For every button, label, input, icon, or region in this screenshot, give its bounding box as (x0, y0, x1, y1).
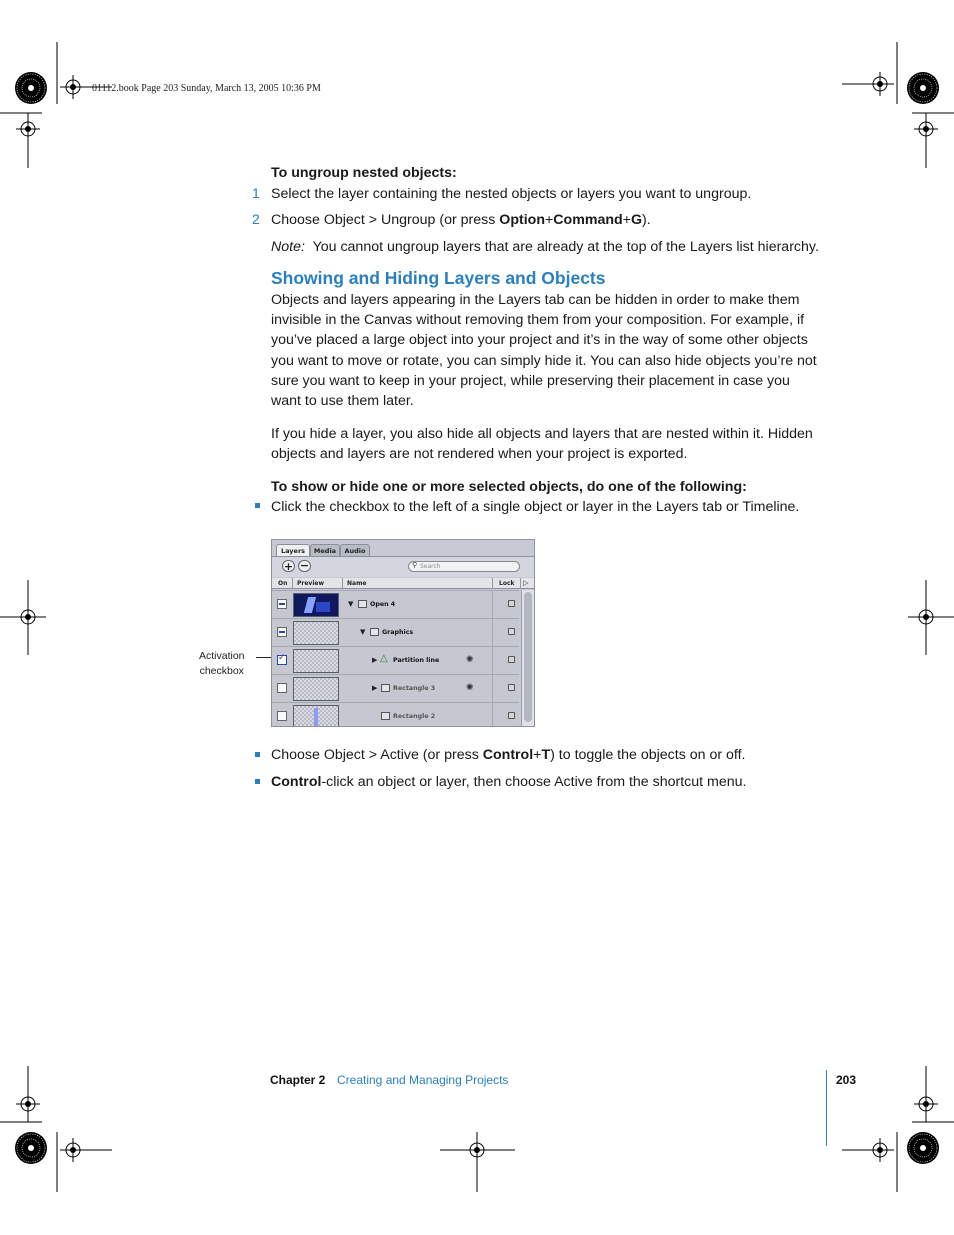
behavior-icon[interactable]: ✺ (466, 683, 474, 693)
lock-divider (492, 703, 493, 727)
layer-preview (293, 593, 339, 617)
layer-name: Graphics (382, 629, 414, 636)
tab-audio[interactable]: Audio (340, 544, 370, 557)
print-slug: 01112.book Page 203 Sunday, March 13, 2005 10:36 PM (92, 83, 321, 94)
lock-icon[interactable] (508, 656, 515, 663)
activation-checkbox[interactable]: ✓ (278, 653, 286, 663)
group-icon (358, 600, 367, 608)
shape-icon (381, 684, 390, 692)
paragraph-2: If you hide a layer, you also hide all objects and layers that are nested within it. Hidden objects and layers are not rendered when your project is exported. (271, 426, 813, 463)
layer-name: Open 4 (370, 601, 396, 608)
step-text: Select the layer containing the nested objects or layers you want to ungroup. (271, 186, 752, 202)
footer-chapter-title: Creating and Managing Projects (337, 1073, 509, 1087)
bullet-text: Click the checkbox to the left of a single object or layer in the Layers tab or Timeline. (271, 499, 800, 515)
lock-divider (492, 675, 493, 703)
note: Note: You cannot ungroup layers that are already at the top of the Layers list hierarchy. (271, 239, 819, 255)
disclosure-triangle-icon[interactable]: ▼ (348, 600, 354, 608)
task-heading-ungroup: To ungroup nested objects: (271, 165, 457, 181)
shape-icon (381, 712, 390, 720)
layer-row[interactable] (272, 674, 519, 703)
activation-checkbox[interactable] (277, 683, 287, 693)
col-divider (520, 578, 521, 588)
footer-rule (826, 1070, 827, 1146)
search-placeholder: Search (420, 563, 441, 570)
activation-checkbox[interactable] (277, 711, 287, 721)
layer-row[interactable] (272, 590, 519, 619)
layer-row[interactable] (272, 646, 519, 675)
column-header (272, 578, 535, 589)
step-number: 2 (252, 211, 260, 227)
layer-preview (293, 705, 339, 727)
activation-checkbox[interactable] (277, 627, 287, 637)
col-divider (292, 578, 293, 588)
figure-callout: Activation checkbox (199, 650, 245, 677)
layer-row[interactable] (272, 702, 519, 727)
bullet-marker (255, 779, 260, 784)
lock-icon[interactable] (508, 684, 515, 691)
disclosure-triangle-icon[interactable]: ▼ (360, 628, 366, 636)
col-name: Name (347, 580, 367, 587)
layer-name: Rectangle 3 (393, 685, 436, 692)
section-title: Showing and Hiding Layers and Objects (271, 268, 606, 288)
footer-chapter-label: Chapter 2 (270, 1073, 326, 1087)
layer-preview (293, 677, 339, 701)
shape-icon: △ (380, 653, 388, 664)
add-layer-button[interactable]: + (283, 560, 294, 573)
task-heading-show-hide: To show or hide one or more selected objects, do one of the following: (271, 479, 747, 495)
scrollbar[interactable] (521, 590, 535, 727)
lock-icon[interactable] (508, 628, 515, 635)
layer-name: Rectangle 2 (393, 713, 436, 720)
bullet-marker (255, 503, 260, 508)
group-icon (370, 628, 379, 636)
col-divider (492, 578, 493, 588)
disclosure-triangle-icon[interactable]: ▶ (372, 656, 378, 664)
tab-layers[interactable]: Layers (276, 544, 310, 557)
column-options-icon[interactable]: ▷ (523, 579, 529, 587)
page-number: 203 (836, 1073, 857, 1087)
bullet-marker (255, 752, 260, 757)
col-lock: Lock (499, 580, 515, 587)
remove-layer-button[interactable]: − (299, 559, 310, 572)
lock-divider (492, 619, 493, 647)
tab-media[interactable]: Media (310, 544, 340, 557)
lock-divider (492, 591, 493, 619)
layer-row[interactable] (272, 618, 519, 647)
bullet-text: Control-click an object or layer, then choose Active from the shortcut menu. (271, 774, 747, 790)
col-preview: Preview (297, 580, 325, 587)
bullet-text: Choose Object > Active (or press Control+T) to toggle the objects on or off. (271, 747, 746, 763)
layers-panel (271, 539, 535, 727)
toolbar (272, 557, 535, 577)
paragraph-1: Objects and layers appearing in the Layers tab can be hidden in order to make them invisible in the Canvas without removing them from your composition. For example, if you’ve placed a large object into your project and it’s in the way of some other objects you want to move or rotate, you can simply hide it. You can also hide objects you’re not sure you want to keep in your project, while preserving their placement in case you want to use them later. (271, 292, 817, 410)
lock-icon[interactable] (508, 712, 515, 719)
disclosure-triangle-icon[interactable]: ▶ (372, 684, 378, 692)
lock-divider (492, 647, 493, 675)
step-number: 1 (252, 185, 260, 201)
col-on: On (278, 580, 288, 587)
layer-preview (293, 649, 339, 673)
layer-preview (293, 621, 339, 645)
lock-icon[interactable] (508, 600, 515, 607)
step-text: Choose Object > Ungroup (or press Option+Command+G). (271, 212, 651, 228)
search-icon: ⚲ (412, 561, 418, 569)
col-divider (342, 578, 343, 588)
behavior-icon[interactable]: ✺ (466, 655, 474, 665)
activation-checkbox[interactable] (277, 599, 287, 609)
layer-name: Partition line (393, 657, 440, 664)
search-field[interactable] (408, 561, 520, 572)
